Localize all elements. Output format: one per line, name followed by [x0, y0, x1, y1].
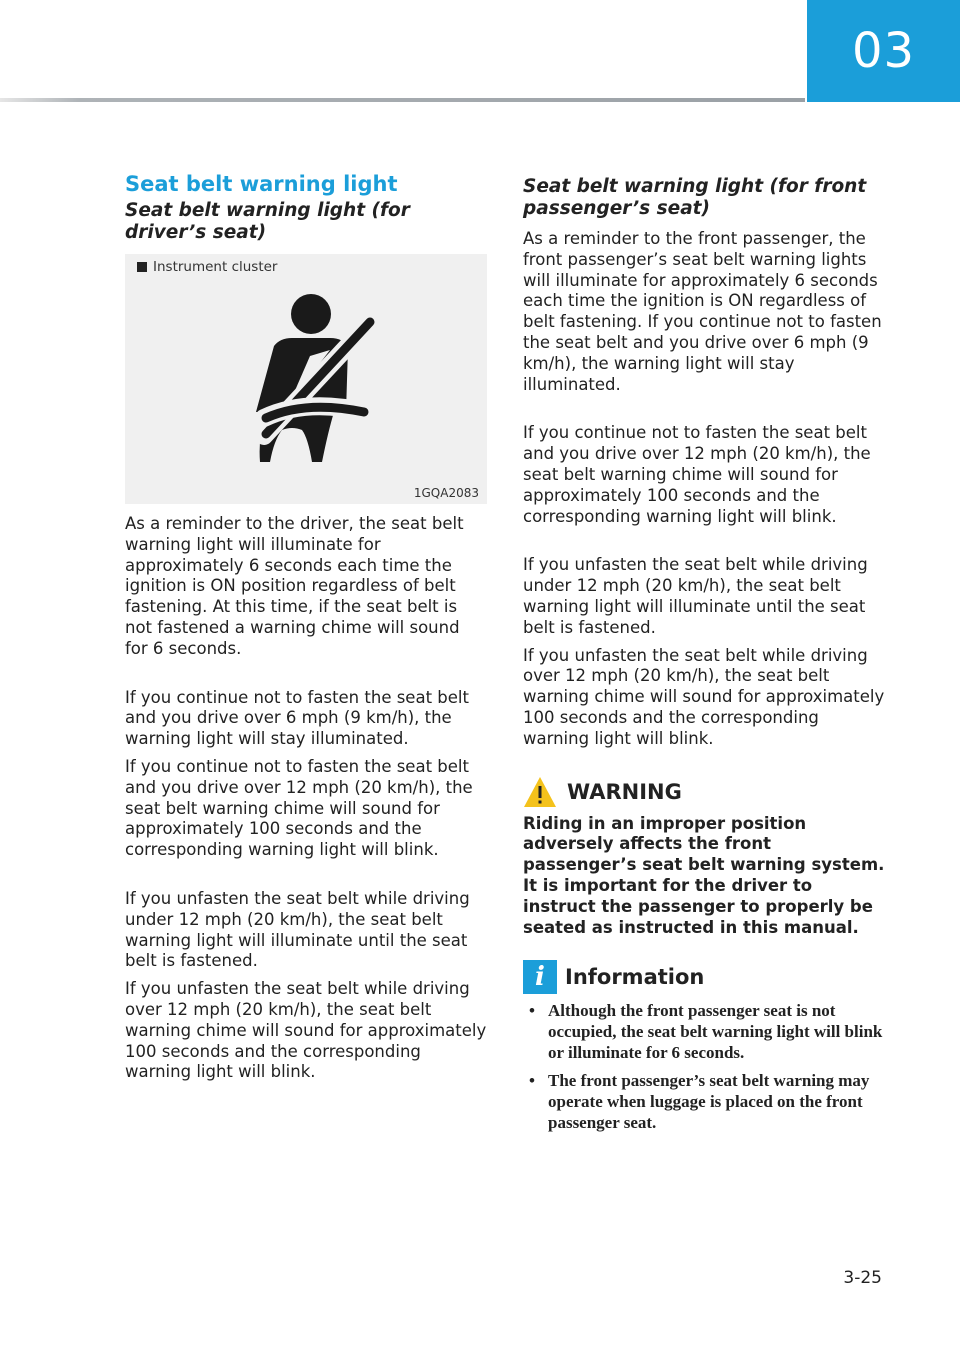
left-paragraph-2: If you continue not to fasten the seat belt and you drive over 6 mph (9 km/h), the warning light will stay illuminated. — [125, 687, 469, 749]
information-item — [523, 1000, 887, 1063]
bullet-icon: • — [529, 1001, 535, 1021]
right-subhead: Seat belt warning light (for front passenger’s seat) — [523, 176, 867, 219]
information-block — [523, 960, 887, 1133]
chapter-number: 03 — [851, 23, 916, 79]
square-bullet-icon — [137, 262, 147, 272]
info-icon: i — [523, 960, 557, 994]
information-item-text: Although the front passenger seat is not occupied, the seat belt warning light will blink or illuminate for 6 seconds. — [548, 1001, 883, 1063]
right-paragraph-3: If you unfasten the seat belt while driving under 12 mph (20 km/h), the seat belt warning light will illuminate until the seat belt is fastened. — [523, 555, 868, 637]
information-list — [523, 1000, 887, 1133]
left-paragraph-5: If you unfasten the seat belt while driving over 12 mph (20 km/h), the seat belt warning chime will sound for approximately 100 seconds and the corresponding warning light will blink. — [125, 979, 487, 1082]
section-title: Seat belt warning light — [125, 172, 398, 196]
right-paragraph-2: If you continue not to fasten the seat belt and you drive over 12 mph (20 km/h), the seat belt warning chime will sound for approximately 100 seconds and the corresponding warning light will blink. — [523, 423, 871, 526]
information-item — [523, 1070, 887, 1133]
chapter-tab — [807, 0, 960, 102]
information-item-text: The front passenger’s seat belt warning may operate when luggage is placed on the front passenger seat. — [548, 1071, 870, 1133]
warning-title: WARNING — [567, 779, 682, 804]
left-paragraph-4: If you unfasten the seat belt while driving under 12 mph (20 km/h), the seat belt warning light will illuminate until the seat belt is fastened. — [125, 888, 470, 971]
information-heading — [523, 960, 887, 994]
seatbelt-warning-icon — [230, 290, 380, 470]
information-title: Information — [565, 965, 705, 990]
warning-heading — [523, 776, 887, 808]
warning-body: Riding in an improper position adversely affects the front passenger’s seat belt warning system. It is important for the driver to instruct the passenger to properly be seated as instructed in this manual. — [523, 813, 885, 937]
left-paragraph-1: As a reminder to the driver, the seat belt warning light will illuminate for approximately 6 seconds each time the ignition is ON position regardless of belt fastening. At this time, if the seat belt is not fastened a warning chime will sound for 6 seconds. — [125, 514, 464, 658]
figure-caption-text: Instrument cluster — [153, 259, 278, 275]
page-number: 3-25 — [843, 1268, 882, 1288]
right-body — [523, 176, 887, 1140]
figure-code: 1GQA2083 — [413, 486, 479, 500]
warning-triangle-icon — [523, 776, 557, 808]
right-paragraph-1: As a reminder to the front passenger, the front passenger’s seat belt warning lights will illuminate for approximately 6 seconds each time the ignition is ON regardless of belt fastening. If you continue not to fasten the seat belt and you drive over 6 mph (9 km/h), the warning light will stay illuminated. — [523, 229, 882, 394]
header-rule — [0, 98, 805, 102]
bullet-icon: • — [529, 1071, 535, 1091]
right-paragraph-4: If you unfasten the seat belt while driving over 12 mph (20 km/h), the seat belt warning chime will sound for approximately 100 seconds and the corresponding warning light will blink. — [523, 645, 885, 748]
left-body — [125, 514, 487, 1083]
left-paragraph-3: If you continue not to fasten the seat belt and you drive over 12 mph (20 km/h), the seat belt warning chime will sound for approximately 100 seconds and the corresponding warning light will blink. — [125, 756, 473, 860]
instrument-cluster-figure — [125, 254, 487, 504]
figure-caption — [137, 259, 277, 275]
warning-block — [523, 776, 887, 939]
left-subhead: Seat belt warning light (for driver’s seat) — [125, 200, 410, 243]
